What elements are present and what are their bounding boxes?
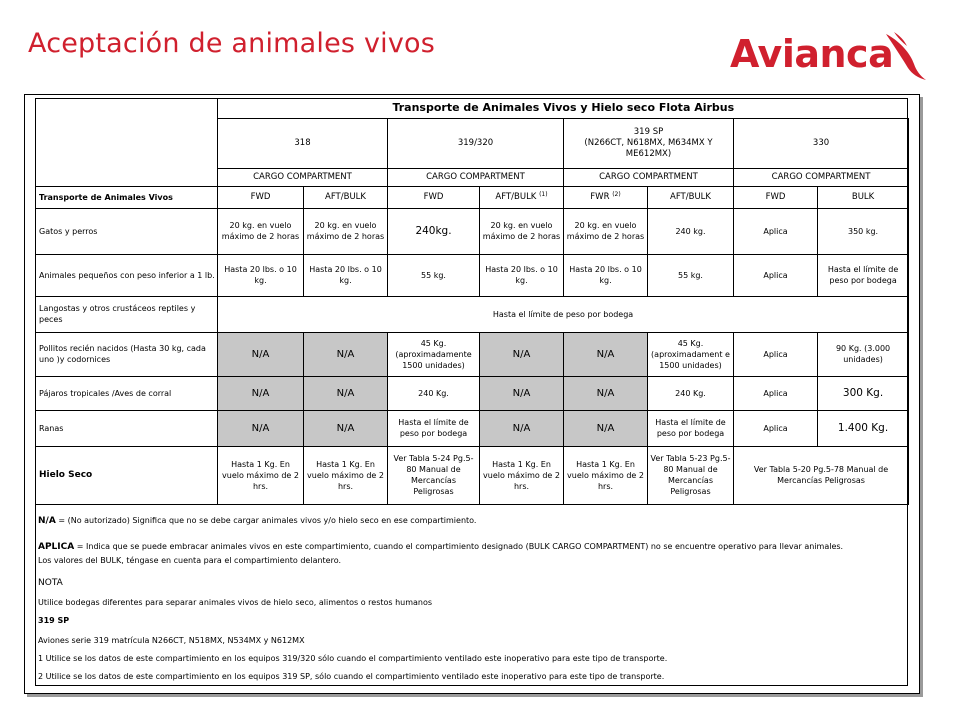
sub-aft: AFT/BULK <box>304 186 388 208</box>
sub-fwd: FWD <box>388 186 480 208</box>
note-text: Utilice bodegas diferentes para separar animales vivos de hielo seco, alimentos o restos humanos <box>38 598 433 607</box>
fleet-319-320: 319/320 <box>388 118 564 168</box>
fleet-319sp: 319 SP (N266CT, N618MX, M634MX Y ME612MX) <box>564 118 734 168</box>
note-319sp-text: Aviones serie 319 matrícula N266CT, N518MX, N534MX y N612MX <box>38 636 305 645</box>
page-title: Aceptación de animales vivos <box>28 28 436 59</box>
table-row: Pollitos recién nacidos (Hasta 30 kg, cada uno )y codornices N/A N/A 45 Kg. (aproximadamente 1500 unidades) N/A N/A 45 Kg. (aproximadament e 1500 unidades) Aplica 90 Kg. (3.000 unidades) <box>36 332 909 376</box>
table-row: Gatos y perros 20 kg. en vuelo máximo de 2 horas 20 kg. en vuelo máximo de 2 horas 240kg. 20 kg. en vuelo máximo de 2 horas 20 kg. en vuelo máximo de 2 horas 240 kg. Aplica 350 kg. <box>36 208 909 254</box>
sub-fwr-2: FWR $^{(2)}$ <box>564 186 648 208</box>
sub-aft-bulk-1: AFT/BULK $^{(1)}$ <box>480 186 564 208</box>
footnote-1: 1 Utilice se los datos de este compartimiento en los equipos 319/320 sólo cuando el compartimiento ventilado este inoperativo para este tipo de transporte. <box>38 654 668 663</box>
table-row: Langostas y otros crustáceos reptiles y peces Hasta el límite de peso por bodega <box>36 296 909 332</box>
note-na: N/A = (No autorizado) Significa que no se debe cargar animales vivos y/o hielo seco en ese compartimiento. <box>38 516 477 526</box>
table-row: Pájaros tropicales /Aves de corral N/A N/A 240 Kg. N/A N/A 240 Kg. Aplica 300 Kg. <box>36 376 909 410</box>
fleet-318: 318 <box>218 118 388 168</box>
avianca-logo <box>730 30 930 84</box>
section-header: Transporte de Animales Vivos <box>36 186 218 208</box>
compartment-label: CARGO COMPARTMENT <box>564 168 734 186</box>
fleet-330: 330 <box>734 118 909 168</box>
compartment-label: CARGO COMPARTMENT <box>218 168 388 186</box>
table-row: Animales pequeños con peso inferior a 1 lb. Hasta 20 lbs. o 10 kg. Hasta 20 lbs. o 10 kg. 55 kg. Hasta 20 lbs. o 10 kg. Hasta 20 lbs. o 10 kg. 55 kg. Aplica Hasta el límite de peso por bodega <box>36 254 909 296</box>
note-aplica-2: Los valores del BULK, téngase en cuenta para el compartimiento delantero. <box>38 556 342 565</box>
note-aplica: APLICA = Indica que se puede embracar animales vivos en este compartimiento, cuando el compartimiento designado (BULK CARGO COMPARTMENT) no se encuentre operativo para llevar animales. <box>38 542 844 552</box>
bird-icon <box>880 30 930 82</box>
sub-fwd: FWD <box>218 186 304 208</box>
sub-aft: AFT/BULK <box>648 186 734 208</box>
animals-table <box>35 98 909 505</box>
sub-fwd: FWD <box>734 186 818 208</box>
footnote-2: 2 Utilice se los datos de este compartimiento en los equipos 319 SP, sólo cuando el compartimiento ventilado este inoperativo para este tipo de transporte. <box>38 672 665 681</box>
table-title: Transporte de Animales Vivos y Hielo seco Flota Airbus <box>218 98 909 118</box>
compartment-label: CARGO COMPARTMENT <box>734 168 909 186</box>
compartment-label: CARGO COMPARTMENT <box>388 168 564 186</box>
brand-name: Avianca <box>730 32 894 76</box>
table-row: Ranas N/A N/A Hasta el límite de peso por bodega N/A N/A Hasta el límite de peso por bodega Aplica 1.400 Kg. <box>36 410 909 446</box>
sub-bulk: BULK <box>818 186 909 208</box>
table-row: Hielo Seco Hasta 1 Kg. En vuelo máximo de 2 hrs. Hasta 1 Kg. En vuelo máximo de 2 hrs. Ver Tabla 5-24 Pg.5-80 Manual de Mercancías Peligrosas Hasta 1 Kg. En vuelo máximo de 2 hrs. Hasta 1 Kg. En vuelo máximo de 2 hrs. Ver Tabla 5-23 Pg.5-80 Manual de Mercancías Peligrosas Ver Tabla 5-20 Pg.5-78 Manual de Mercancías Peligrosas <box>36 446 909 504</box>
note-319sp-label: 319 SP <box>38 616 70 625</box>
note-label: NOTA <box>38 578 63 588</box>
